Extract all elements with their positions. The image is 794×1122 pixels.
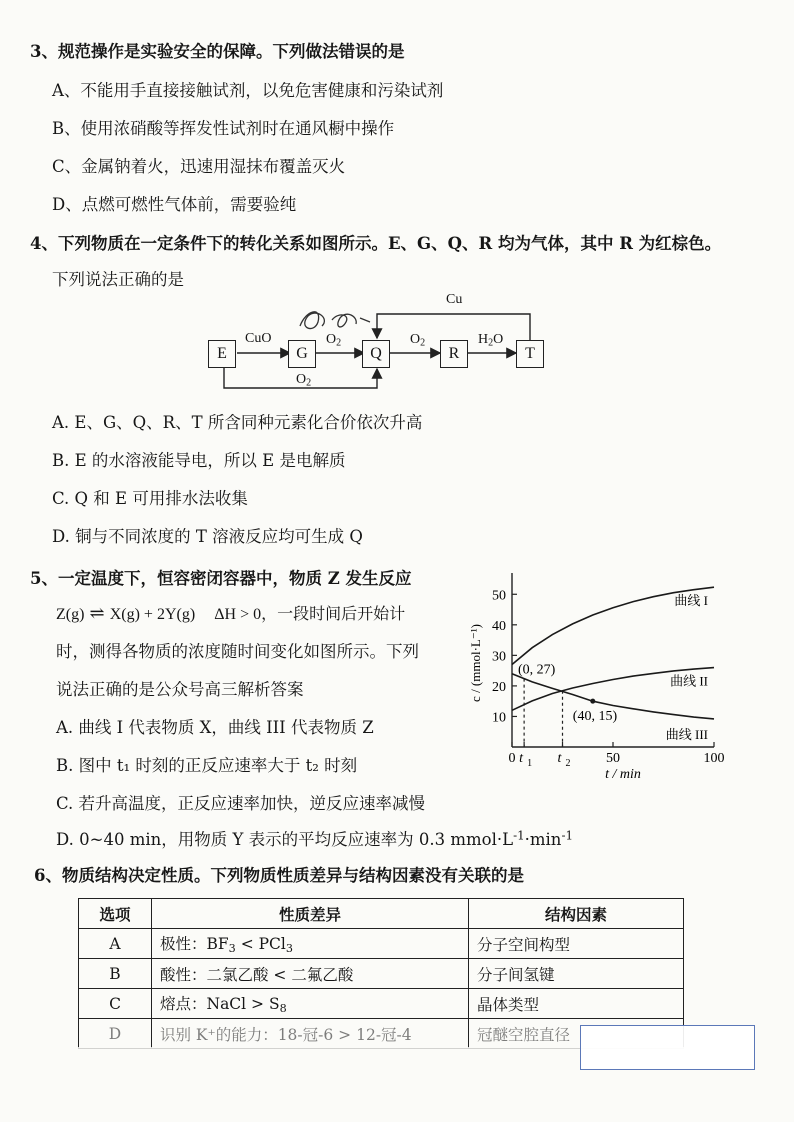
- header-property: 性质差异: [152, 899, 469, 929]
- row-factor: 分子空间构型: [469, 929, 684, 959]
- row-option: D: [79, 1019, 152, 1049]
- q5-stem-line4: 说法正确的是公众号高三解析答案: [56, 680, 304, 699]
- header-factor: 结构因素: [469, 899, 684, 929]
- q5-equation: [56, 601, 405, 624]
- node-r: R: [440, 340, 468, 368]
- row-property: 识别 K⁺的能力：18-冠-6 > 12-冠-4: [152, 1019, 469, 1049]
- y-axis-label: c / (mmol·L⁻¹): [468, 624, 483, 702]
- q4-option-d: D. 铜与不同浓度的 T 溶液反应均可生成 Q: [52, 527, 363, 546]
- row-factor: 冠醚空腔直径: [469, 1019, 684, 1049]
- q4-option-b: B. E 的水溶液能导电，所以 E 是电解质: [52, 451, 346, 470]
- label-o2-gq: $O_2$: [326, 332, 342, 349]
- table-row: [79, 989, 684, 1019]
- label-h2o: $H_2O$: [478, 332, 504, 349]
- annotation-point: [590, 699, 595, 704]
- node-g: G: [288, 340, 316, 368]
- label-o2-bottom: $O_2$: [296, 372, 312, 389]
- x-tick-label: 50: [606, 751, 620, 766]
- q5-stem-line3: 时，测得各物质的浓度随时间变化如图所示。下列: [56, 642, 419, 661]
- q5-option-d: D. 0~40 min，用物质 Y 表示的平均反应速率为 0.3 $mmol\cdot L^{-1}\cdot\min^{-1}$: [56, 828, 574, 849]
- label-cu: Cu: [446, 292, 463, 307]
- scribble-mark: [300, 312, 370, 329]
- row-option: C: [79, 989, 152, 1019]
- row-factor: 分子间氢键: [469, 959, 684, 989]
- q4-stem-line2: 下列说法正确的是: [52, 270, 184, 289]
- q4-stem-line1: 4、下列物质在一定条件下的转化关系如图所示。E、G、Q、R 均为气体，其中 R 为红棕色。: [30, 234, 722, 253]
- x-axis-label: t / min: [605, 767, 641, 780]
- q5-option-a: A. 曲线 I 代表物质 X，曲线 III 代表物质 Z: [56, 718, 374, 737]
- table-header-row: [79, 899, 684, 929]
- annotation-start: (0, 27): [518, 662, 556, 678]
- x-tick-label: 0: [508, 751, 516, 766]
- table-row: [79, 959, 684, 989]
- arrow-t-q-cu: [377, 314, 530, 340]
- x-tick-sub: 1: [527, 758, 533, 769]
- x-tick-sub: 2: [565, 758, 571, 769]
- row-property: 极性：$BF_3 < PCl_3$: [152, 929, 469, 959]
- y-tick-label: 50: [492, 588, 506, 604]
- eq-delta: ΔH > 0: [214, 606, 262, 623]
- q3-stem: 3、规范操作是实验安全的保障。下列做法错误的是: [30, 42, 405, 61]
- label-cuo: CuO: [245, 331, 272, 346]
- q3-option-c: C、金属钠着火，迅速用湿抹布覆盖灭火: [52, 157, 346, 176]
- annotation-point-label: (40, 15): [572, 709, 618, 725]
- q6-stem: 6、物质结构决定性质。下列物质性质差异与结构因素没有关联的是: [34, 866, 524, 885]
- eq-right: X(g) + 2Y(g): [109, 606, 196, 623]
- eq-arrow: ⇌: [89, 603, 105, 624]
- y-tick-label: 10: [492, 710, 506, 726]
- header-option: 选项: [79, 899, 152, 929]
- x-tick-label: 100: [703, 751, 725, 766]
- concentration-chart: [466, 565, 736, 780]
- row-property: 酸性：二氯乙酸 < 二氟乙酸: [152, 959, 469, 989]
- node-t: T: [516, 340, 544, 368]
- q5-option-b: B. 图中 t₁ 时刻的正反应速率大于 t₂ 时刻: [56, 756, 358, 775]
- y-tick-label: 40: [492, 618, 506, 634]
- x-tick-label: t: [519, 751, 524, 766]
- row-option: A: [79, 929, 152, 959]
- node-e: E: [208, 340, 236, 368]
- series-label-3: 曲线 III: [665, 726, 708, 742]
- q3-option-a: A、不能用手直接接触试剂，以免危害健康和污染试剂: [52, 81, 444, 100]
- node-q: Q: [362, 340, 390, 368]
- q3-option-d: D、点燃可燃性气体前，需要验纯: [52, 195, 297, 214]
- series-label-1: 曲线 I: [674, 593, 708, 609]
- eq-tail: ，一段时间后开始计: [261, 604, 406, 623]
- series-label-2: 曲线 II: [670, 673, 708, 689]
- q5-option-c: C. 若升高温度，正反应速率加快，逆反应速率减慢: [56, 794, 426, 813]
- y-tick-label: 30: [492, 649, 506, 665]
- row-property: 熔点：NaCl > $S_8$: [152, 989, 469, 1019]
- label-o2-qr: $O_2$: [410, 332, 426, 349]
- row-option: B: [79, 959, 152, 989]
- row-factor: 晶体类型: [469, 989, 684, 1019]
- eq-left: Z(g): [56, 606, 85, 623]
- q3-option-b: B、使用浓硝酸等挥发性试剂时在通风橱中操作: [52, 119, 395, 138]
- selection-box[interactable]: [580, 1025, 755, 1070]
- q4-option-c: C. Q 和 E 可用排水法收集: [52, 489, 248, 508]
- x-tick-label: t: [557, 751, 562, 766]
- y-tick-label: 20: [492, 679, 506, 695]
- q4-option-a: A. E、G、Q、R、T 所含同种元素化合价依次升高: [52, 413, 423, 432]
- table-row: [79, 929, 684, 959]
- q5-stem-line1: 5、一定温度下，恒容密闭容器中，物质 Z 发生反应: [30, 569, 412, 588]
